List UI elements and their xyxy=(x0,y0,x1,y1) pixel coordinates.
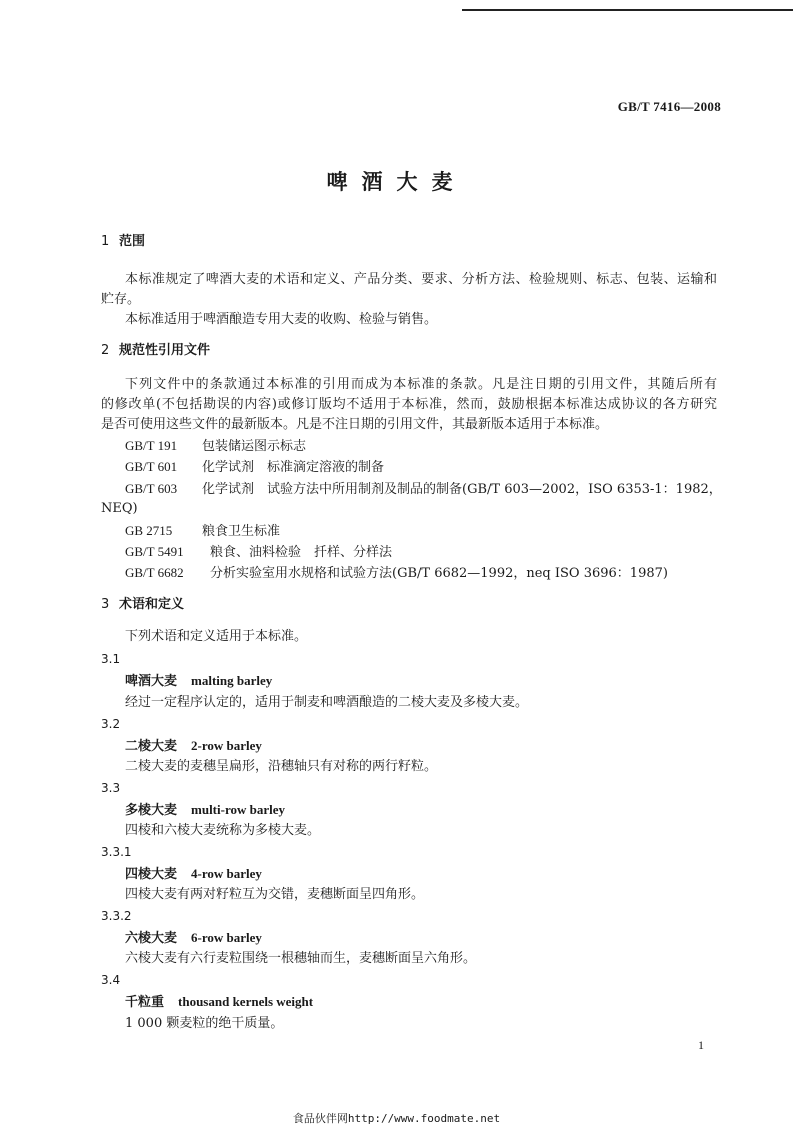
page-number: 1 xyxy=(698,1038,704,1052)
footer-url[interactable]: http://www.foodmate.net xyxy=(347,1112,501,1125)
reference-item xyxy=(125,481,722,498)
term-number: 3.2 xyxy=(101,717,121,731)
reference-item xyxy=(125,523,280,540)
reference-code: GB/T 191 xyxy=(125,438,178,453)
reference-title: 分析实验室用水规格和试验方法(GB/T 6682—1992，neq ISO 3696：1987) xyxy=(210,566,668,581)
term-definition: 1 000 颗麦粒的绝干质量。 xyxy=(125,1016,284,1031)
term-definition: 六棱大麦有六行麦粒围绕一根穗轴而生，麦穗断面呈六角形。 xyxy=(125,951,477,966)
reference-title: 包装储运图示标志 xyxy=(202,439,307,454)
term-number: 3.3 xyxy=(101,781,121,795)
term-chinese: 二棱大麦 xyxy=(125,739,178,754)
term-chinese: 多棱大麦 xyxy=(125,803,178,818)
section-2-heading xyxy=(101,343,210,359)
term-number: 3.4 xyxy=(101,973,121,987)
term-definition: 四棱和六棱大麦统称为多棱大麦。 xyxy=(125,823,321,838)
term-heading xyxy=(125,738,262,755)
term-heading xyxy=(125,930,262,947)
reference-code: GB/T 603 xyxy=(125,481,178,496)
term-definition: 经过一定程序认定的，适用于制麦和啤酒酿造的二棱大麦及多棱大麦。 xyxy=(125,695,529,710)
section-number: 2 xyxy=(101,343,110,358)
section-number: 3 xyxy=(101,597,110,612)
paragraph-line: 下列文件中的条款通过本标准的引用而成为本标准的条款。凡是注日期的引用文件，其随后所有 xyxy=(125,377,717,392)
term-english: 6-row barley xyxy=(191,930,262,945)
footer-watermark xyxy=(0,1110,793,1126)
term-heading xyxy=(125,673,272,690)
term-heading xyxy=(125,802,285,819)
reference-item xyxy=(125,565,668,582)
term-chinese: 啤酒大麦 xyxy=(125,674,178,689)
section-title: 规范性引用文件 xyxy=(119,343,211,358)
term-number: 3.1 xyxy=(101,652,121,666)
reference-code: GB/T 5491 xyxy=(125,544,184,559)
paragraph-line: 的修改单(不包括勘误的内容)或修订版均不适用于本标准，然而，鼓励根据本标准达成协议的各方研究 xyxy=(101,397,717,412)
term-heading xyxy=(125,866,262,883)
section-title: 术语和定义 xyxy=(119,597,185,612)
section-1-heading xyxy=(101,234,145,250)
reference-title: 粮食卫生标准 xyxy=(202,524,281,539)
document-title: 啤酒大麦 xyxy=(326,170,467,194)
paragraph-line: 本标准规定了啤酒大麦的术语和定义、产品分类、要求、分析方法、检验规则、标志、包装、运输和 xyxy=(125,272,717,287)
reference-code: GB/T 601 xyxy=(125,459,178,474)
paragraph-line: 贮存。 xyxy=(101,292,141,307)
section-number: 1 xyxy=(101,234,110,249)
footer-site-name: 食品伙伴网 xyxy=(292,1112,348,1125)
term-english: multi-row barley xyxy=(191,802,286,817)
term-english: 2-row barley xyxy=(191,738,262,753)
reference-item xyxy=(125,438,306,455)
term-definition: 二棱大麦的麦穗呈扁形，沿穗轴只有对称的两行籽粒。 xyxy=(125,759,438,774)
term-english: 4-row barley xyxy=(191,866,262,881)
paragraph-line: 本标准适用于啤酒酿造专用大麦的收购、检验与销售。 xyxy=(125,312,438,327)
reference-title: 化学试剂 试验方法中所用制剂及制品的制备(GB/T 603—2002，ISO 6353-1：1982， xyxy=(202,482,722,497)
reference-title: 粮食、油料检验 扦样、分样法 xyxy=(210,545,393,560)
section-title: 范围 xyxy=(119,234,146,249)
term-chinese: 六棱大麦 xyxy=(125,931,178,946)
term-number: 3.3.2 xyxy=(101,909,132,923)
reference-code: GB/T 6682 xyxy=(125,565,184,580)
reference-continuation: NEQ) xyxy=(101,501,138,516)
term-definition: 四棱大麦有两对籽粒互为交错，麦穗断面呈四角形。 xyxy=(125,887,425,902)
reference-title: 化学试剂 标准滴定溶液的制备 xyxy=(202,460,385,475)
term-english: malting barley xyxy=(191,673,273,688)
paragraph-line: 是否可使用这些文件的最新版本。凡是不注日期的引用文件，其最新版本适用于本标准。 xyxy=(101,417,609,432)
term-number: 3.3.1 xyxy=(101,845,132,859)
term-english: thousand kernels weight xyxy=(178,994,314,1009)
term-chinese: 四棱大麦 xyxy=(125,867,178,882)
reference-item xyxy=(125,544,392,561)
reference-item xyxy=(125,459,384,476)
term-heading xyxy=(125,994,313,1011)
reference-code: GB 2715 xyxy=(125,523,173,538)
standard-number: GB/T 7416—2008 xyxy=(617,99,721,114)
section-3-heading xyxy=(101,597,184,613)
term-chinese: 千粒重 xyxy=(125,995,165,1010)
paragraph-line: 下列术语和定义适用于本标准。 xyxy=(125,629,308,644)
top-rule xyxy=(462,9,793,11)
